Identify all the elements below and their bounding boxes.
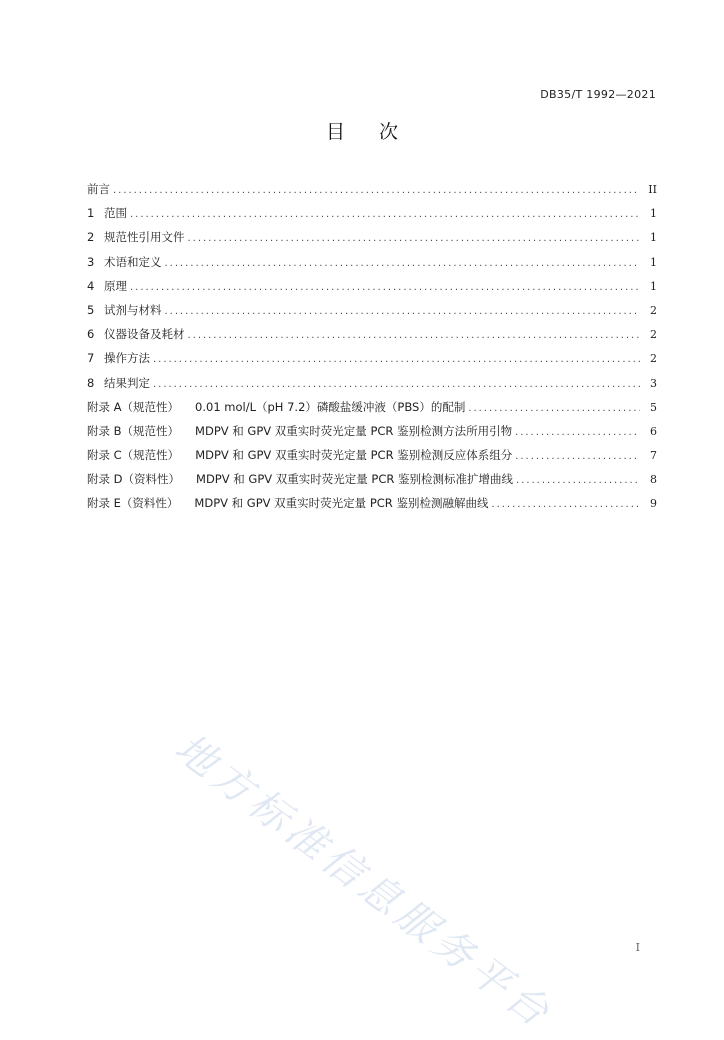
toc-dot-leader [491,499,640,510]
toc-dot-leader [130,282,640,293]
toc-entry-label: 6 仪器设备及耗材 [87,327,185,342]
appendix-tag: 附录 C（规范性） [87,448,180,463]
toc-entry-number: 3 [87,254,95,269]
toc-entry-scope[interactable] [87,205,657,229]
toc-entry-page: 9 [650,497,657,511]
toc-entry-label: 2 规范性引用文件 [87,230,185,245]
toc-entry-number: 2 [87,230,95,245]
toc-dot-leader [165,306,641,317]
toc-entry-label: 附录 A（规范性） 0.01 mol/L（pH 7.2）磷酸盐缓冲液（PBS）的配制 [87,399,466,414]
toc-dot-leader [515,427,640,438]
toc-entry-appendix-e[interactable] [87,495,657,519]
toc-entry-terms[interactable] [87,254,657,278]
toc-entry-procedure[interactable] [87,350,657,374]
toc-dot-leader [188,233,641,244]
toc-dot-leader [468,403,640,414]
table-of-contents [87,181,657,520]
toc-entry-label: 附录 D（资料性） MDPV 和 GPV 双重实时荧光定量 PCR 鉴别检测标准扩增曲线 [87,472,514,487]
toc-dot-leader [113,185,640,196]
toc-entry-number: 6 [87,327,95,342]
toc-entry-results[interactable] [87,375,657,399]
toc-entry-appendix-b[interactable] [87,423,657,447]
toc-entry-appendix-d[interactable] [87,471,657,495]
toc-entry-label: 1 范围 [87,206,127,221]
toc-entry-page: 1 [650,207,657,221]
toc-dot-leader [130,209,640,220]
toc-dot-leader [515,451,640,462]
toc-entry-label: 8 结果判定 [87,375,150,390]
toc-entry-number: 5 [87,302,95,317]
appendix-tag: 附录 D（资料性） [87,472,181,487]
toc-entry-page: 1 [650,279,657,293]
toc-entry-number: 1 [87,206,95,221]
toc-entry-principle[interactable] [87,278,657,302]
appendix-tag: 附录 B（规范性） [87,423,180,438]
toc-entry-label: 4 原理 [87,278,127,293]
toc-entry-label: 附录 E（资料性） MDPV 和 GPV 双重实时荧光定量 PCR 鉴别检测融解曲线 [87,496,489,511]
toc-entry-label: 7 操作方法 [87,351,150,366]
toc-dot-leader [516,475,640,486]
toc-entry-appendix-a[interactable] [87,399,657,423]
toc-entry-label: 前言 [87,182,110,196]
document-code: DB35/T 1992—2021 [540,88,656,101]
appendix-tag: 附录 E（资料性） [87,496,179,511]
toc-dot-leader [153,354,640,365]
toc-entry-page: 3 [650,376,657,390]
toc-entry-number: 4 [87,278,95,293]
toc-entry-reagents[interactable] [87,302,657,326]
toc-entry-page: 1 [650,231,657,245]
toc-entry-page: 2 [650,352,657,366]
toc-entry-number: 8 [87,375,95,390]
toc-entry-page: 5 [650,400,657,414]
toc-entry-page: 1 [650,255,657,269]
toc-dot-leader [188,330,641,341]
toc-dot-leader [165,258,641,269]
toc-entry-label: 5 试剂与材料 [87,302,162,317]
toc-entry-page: 2 [650,328,657,342]
toc-entry-page: 6 [650,424,657,438]
toc-entry-label: 附录 C（规范性） MDPV 和 GPV 双重实时荧光定量 PCR 鉴别检测反应体系组分 [87,448,513,463]
toc-entry-equipment[interactable] [87,326,657,350]
toc-entry-appendix-c[interactable] [87,447,657,471]
toc-entry-page: 8 [650,473,657,487]
toc-dot-leader [153,379,640,390]
toc-entry-number: 7 [87,351,95,366]
toc-entry-label: 3 术语和定义 [87,254,162,269]
watermark: 地方标准信息服务平台 [166,724,562,1039]
page-number: I [635,941,640,954]
toc-entry-page: 7 [650,449,657,463]
toc-entry-foreword[interactable] [87,181,657,205]
toc-entry-page: II [648,183,657,196]
page-title: 目次 [325,121,432,143]
toc-entry-normative-references[interactable] [87,229,657,253]
toc-entry-page: 2 [650,303,657,317]
toc-entry-label: 附录 B（规范性） MDPV 和 GPV 双重实时荧光定量 PCR 鉴别检测方法所用引物 [87,423,513,438]
appendix-tag: 附录 A（规范性） [87,399,180,414]
